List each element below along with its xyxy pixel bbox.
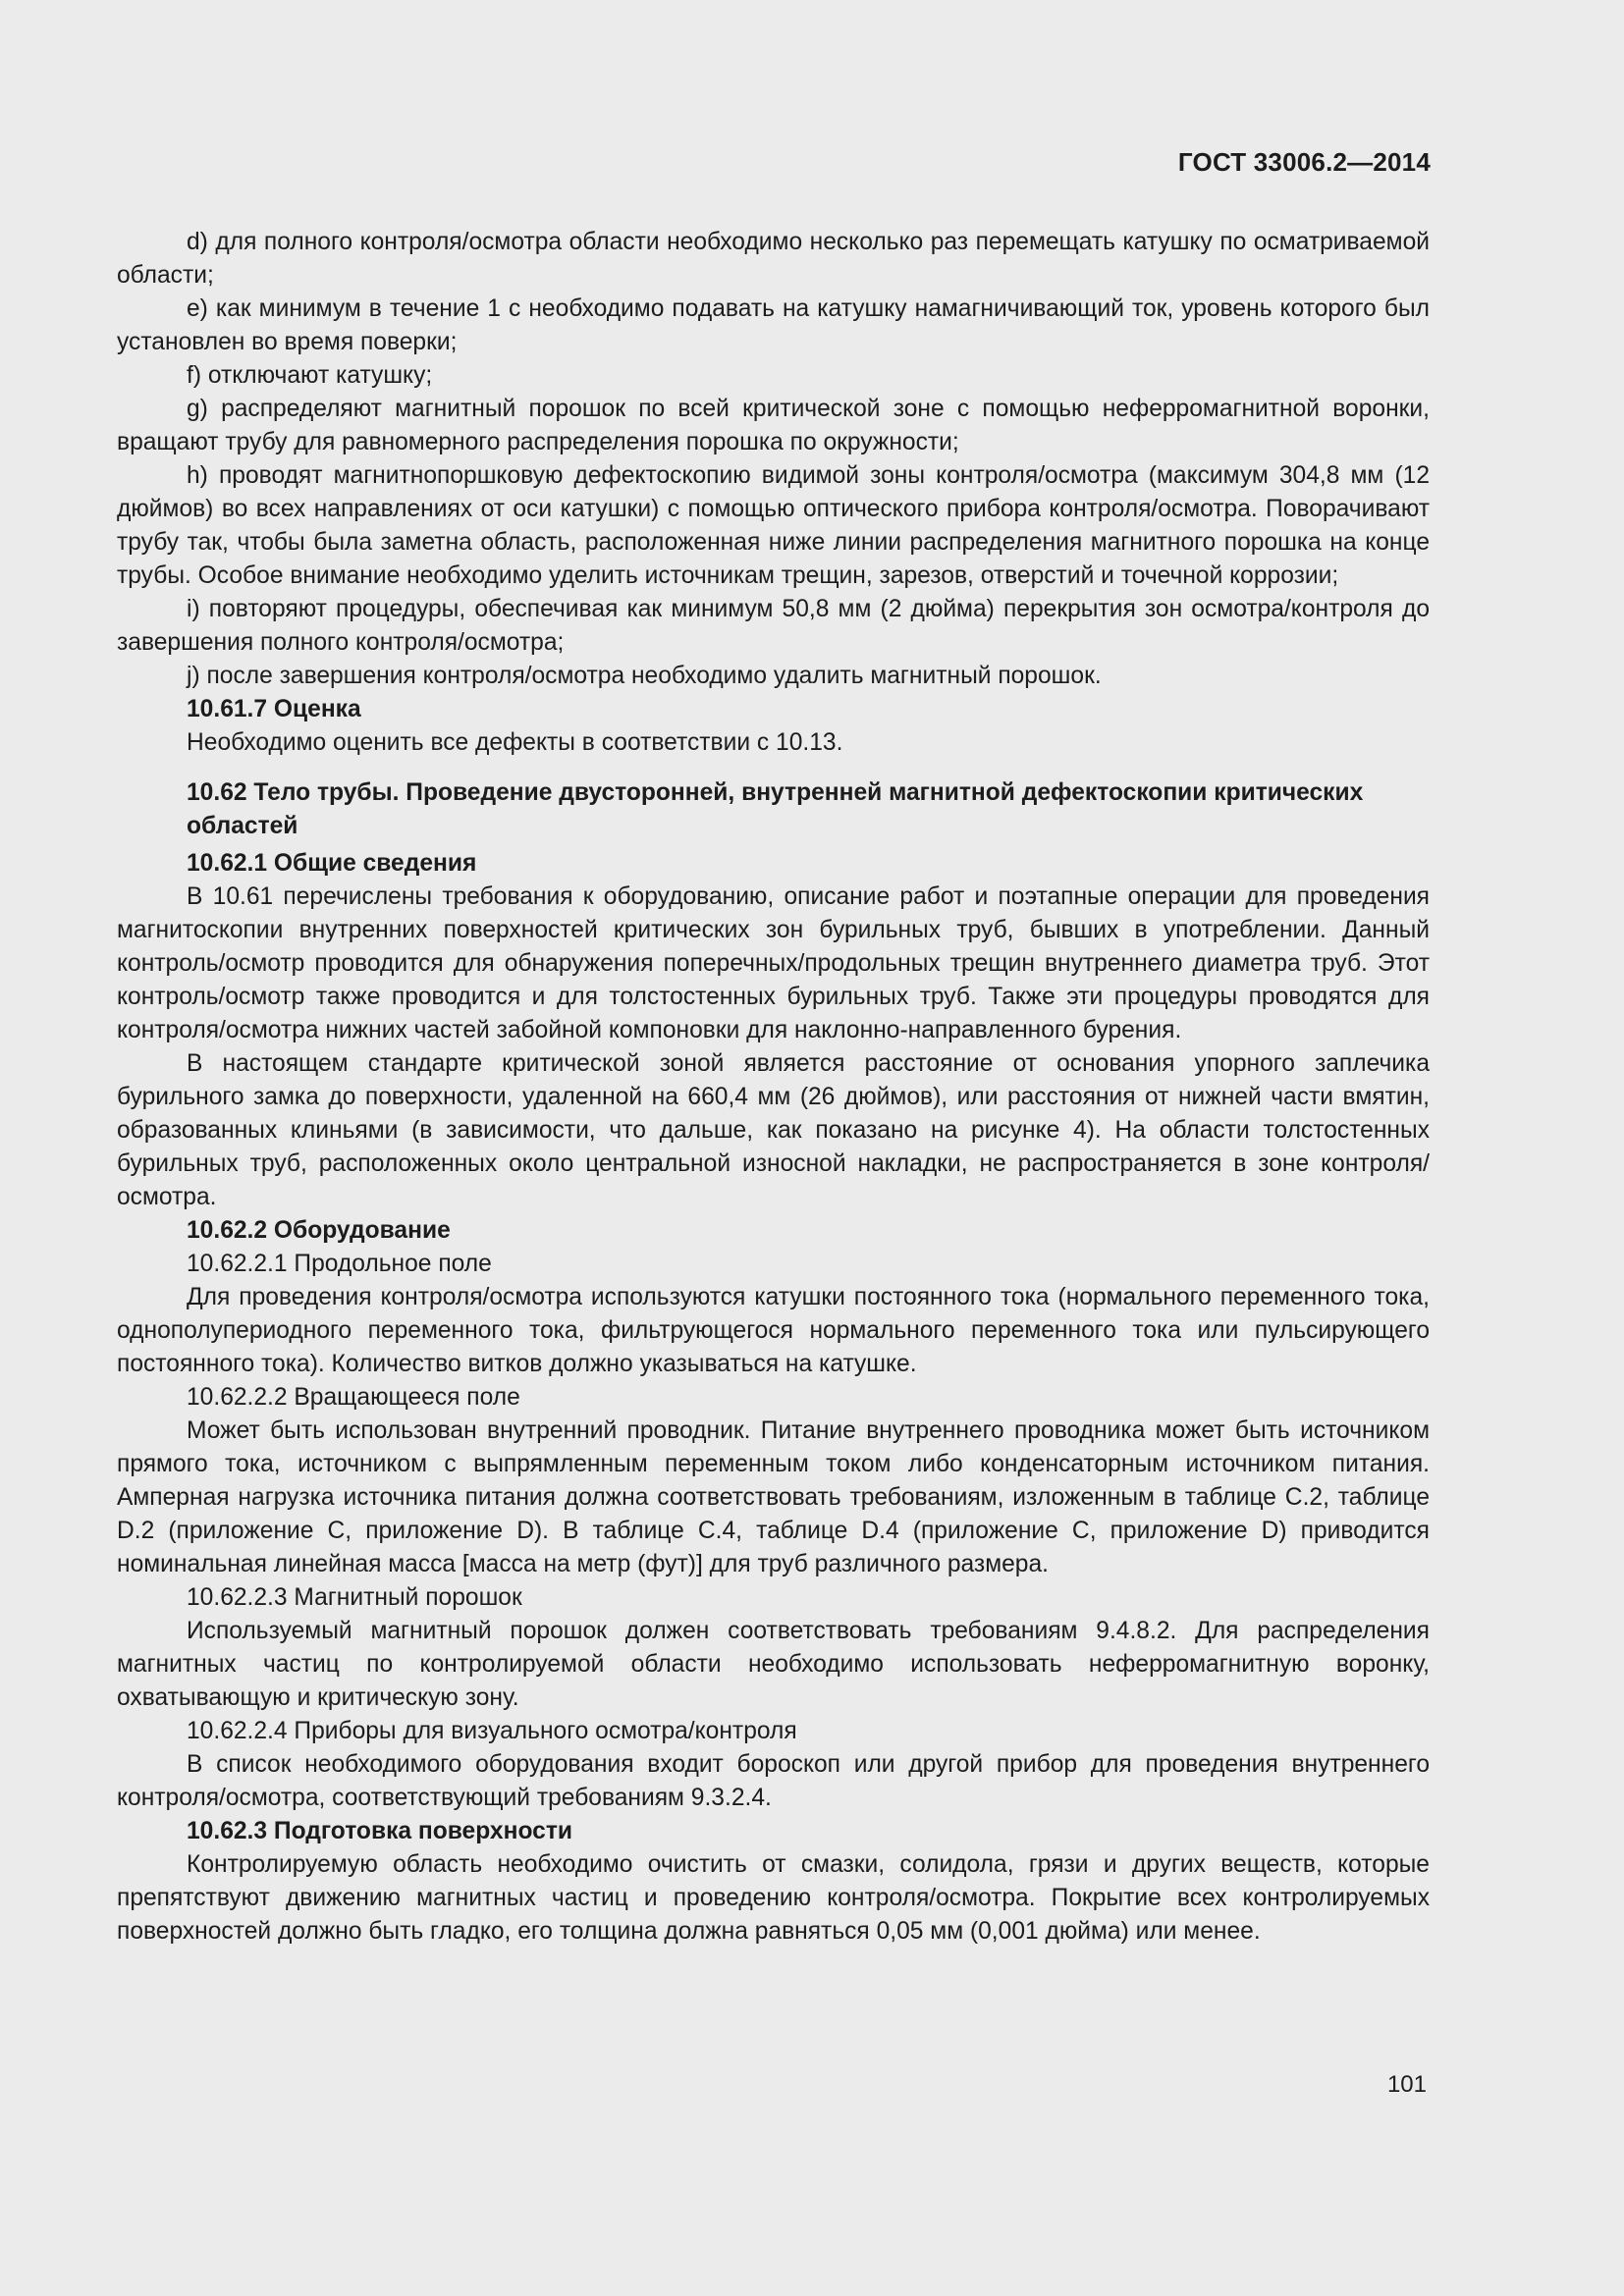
subsection-text-10-62-2-1: Для проведения контроля/осмотра используются катушки постоянного тока (нормального переменного тока, однополупериодного переменного тока, фильтрующегося нормального переменного тока или пульсирующего постоянного тока). Количество витков должно указываться на катушке. bbox=[117, 1284, 1430, 1377]
list-item-h: h) проводят магнитнопоршковую дефектоскопию видимой зоны контроля/осмотра (максимум 304,8 мм (12 дюймов) во всех направлениях от оси катушки) с помощью оптического прибора контроля/осмотра. Поворачивают трубу так, чтобы была заметна область, расположенная ниже линии распределения магнитного порошка на конце трубы. Особое внимание необходимо уделить источникам трещин, зарезов, отверстий и точечной коррозии; bbox=[117, 462, 1430, 589]
section-heading-10-62-1: 10.62.1 Общие сведения bbox=[187, 850, 477, 877]
section-text-10-62-1-p2: В настоящем стандарте критической зоной является расстояние от основания упорного заплечика бурильного замка до поверхности, удаленной на 660,4 мм (26 дюймов), или расстояния от нижней части вмятин, образованных клиньями (в зависимости, что дальше, как показано на рисунке 4). На области толстостенных бурильных труб, расположенных около центральной износной накладки, не распространяется в зоне контроля/осмотра. bbox=[117, 1050, 1430, 1210]
list-item-g: g) распределяют магнитный порошок по всей критической зоне с помощью неферромагнитной воронки, вращают трубу для равномерного распределения порошка по окружности; bbox=[117, 396, 1430, 455]
list-item-d: d) для полного контроля/осмотра области необходимо несколько раз перемещать катушку по осматриваемой области; bbox=[117, 229, 1430, 289]
subsection-text-10-62-2-4: В список необходимого оборудования входит бороскоп или другой прибор для проведения внутреннего контроля/осмотра, соответствующий требованиям 9.3.2.4. bbox=[117, 1751, 1430, 1811]
list-item-f: f) отключают катушку; bbox=[187, 362, 433, 389]
section-heading-10-62: 10.62 Тело трубы. Проведение двусторонней, внутренней магнитной дефектоскопии критических областей bbox=[187, 779, 1364, 839]
subsection-heading-10-62-2-2: 10.62.2.2 Вращающееся поле bbox=[187, 1384, 520, 1411]
subsection-heading-10-62-2-1: 10.62.2.1 Продольное поле bbox=[187, 1251, 492, 1277]
subsection-heading-10-62-2-4: 10.62.2.4 Приборы для визуального осмотра/контроля bbox=[187, 1718, 797, 1744]
subsection-text-10-62-2-3: Используемый магнитный порошок должен соответствовать требованиям 9.4.8.2. Для распределения магнитных частиц по контролируемой области необходимо использовать неферромагнитную воронку, охватывающую и критическую зону. bbox=[117, 1618, 1430, 1711]
section-text-10-62-3: Контролируемую область необходимо очистить от смазки, солидола, грязи и других веществ, которые препятствуют движению магнитных частиц и проведению контроля/осмотра. Покрытие всех контролируемых поверхностей должно быть гладко, его толщина должна равняться 0,05 мм (0,001 дюйма) или менее. bbox=[117, 1851, 1430, 1945]
section-heading-10-62-2: 10.62.2 Оборудование bbox=[187, 1217, 451, 1244]
document-body bbox=[117, 226, 1430, 1949]
subsection-heading-10-62-2-3: 10.62.2.3 Магнитный порошок bbox=[187, 1584, 522, 1611]
list-item-i: i) повторяют процедуры, обеспечивая как минимум 50,8 мм (2 дюйма) перекрытия зон осмотра/контроля до завершения полного контроля/осмотра; bbox=[117, 596, 1430, 656]
standard-header: ГОСТ 33006.2—2014 bbox=[1177, 147, 1431, 177]
section-heading-10-61-7: 10.61.7 Оценка bbox=[187, 696, 361, 722]
list-item-e: e) как минимум в течение 1 с необходимо подавать на катушку намагничивающий ток, уровень которого был установлен во время поверки; bbox=[117, 295, 1430, 355]
list-item-j: j) после завершения контроля/осмотра необходимо удалить магнитный порошок. bbox=[187, 663, 1102, 689]
section-heading-10-62-3: 10.62.3 Подготовка поверхности bbox=[187, 1818, 573, 1844]
page-number: 101 bbox=[1386, 2071, 1427, 2098]
section-text-10-62-1-p1: В 10.61 перечислены требования к оборудованию, описание работ и поэтапные операции для проведения магнитоскопии внутренних поверхностей критических зон бурильных труб, бывших в употреблении. Данный контроль/осмотр проводится для обнаружения поперечных/продольных трещин внутреннего диаметра труб. Этот контроль/осмотр также проводится и для толстостенных бурильных труб. Также эти процедуры проводятся для контроля/осмотра нижних частей забойной компоновки для наклонно-направленного бурения. bbox=[117, 883, 1430, 1043]
section-text-10-61-7: Необходимо оценить все дефекты в соответствии с 10.13. bbox=[187, 729, 843, 756]
subsection-text-10-62-2-2: Может быть использован внутренний проводник. Питание внутреннего проводника может быть источником прямого тока, источником с выпрямленным переменным током либо конденсаторным источником питания. Амперная нагрузка источника питания должна соответствовать требованиям, изложенным в таблице С.2, таблице D.2 (приложение С, приложение D). В таблице С.4, таблице D.4 (приложение С, приложение D) приводится номинальная линейная масса [масса на метр (фут)] для труб различного размера. bbox=[117, 1417, 1430, 1577]
